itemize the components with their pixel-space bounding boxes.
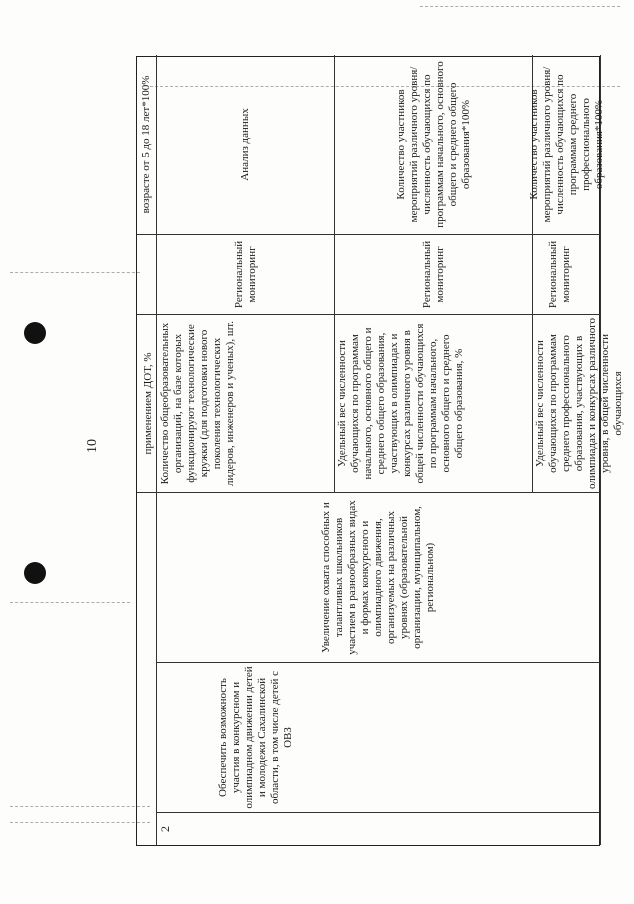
method-cell: Количество участников мероприятий различного уровня/ численность обучающихся по программам среднего профессионального образования*100%: [533, 55, 601, 234]
indicator-cell: применением ДОТ, %: [137, 314, 157, 492]
table-continuation-blank: [137, 492, 157, 845]
scan-artifact-line: [420, 6, 620, 7]
row-number-cell: 2: [157, 812, 601, 845]
indicator-cell: Удельный вес численности обучающихся по программам начального, основного общего и среднего общего образования, участвующих в олимпиадах и конкурсах различного уровня в общей численности обучающихся по программам начального, основного общего и среднего общего образования, %: [335, 314, 533, 492]
method-cell: возрасте от 5 до 18 лет*100%: [137, 55, 157, 234]
source-cell: Региональный мониторинг: [157, 234, 335, 314]
goal-cell: Обеспечить возможность участия в конкурсном и олимпиадном движении детей и молодежи Сахалинской области, в том числе детей с ОВЗ: [157, 662, 601, 812]
source-cell: Региональный мониторинг: [533, 234, 601, 314]
punch-hole: [24, 562, 46, 584]
page-number: 10: [85, 439, 100, 453]
task-cell: Увеличение охвата способных и талантливых школьников участием в разнообразных видах и формах конкурсного и олимпиадного движения, организуемых на различных уровнях (образовательной организации, муниципальном, региональном): [157, 492, 601, 662]
punch-hole: [24, 322, 46, 344]
source-cell: Региональный мониторинг: [335, 234, 533, 314]
method-cell: Количество участников мероприятий различного уровня/ численность обучающихся по программам начального, основного общего и среднего общего образования*100%: [335, 55, 533, 234]
indicator-cell: Удельный вес численности обучающихся по программам среднего профессионального образования, участвующих в олимпиадах и конкурсах различного уровня, в общей численности обучающихся: [533, 314, 601, 492]
scan-artifact-line: [10, 822, 150, 823]
indicator-cell: Количество общеобразовательных организаций, на базе которых функционируют технологические кружки (для подготовки нового поколения технологических лидеров, инженеров и ученых), шт.: [157, 314, 335, 492]
method-cell: Анализ данных: [157, 55, 335, 234]
indicators-table: [136, 56, 624, 846]
scan-artifact-line: [10, 602, 130, 603]
scan-artifact-line: [10, 806, 150, 807]
source-cell: [137, 234, 157, 314]
scan-artifact-line: [10, 272, 140, 273]
